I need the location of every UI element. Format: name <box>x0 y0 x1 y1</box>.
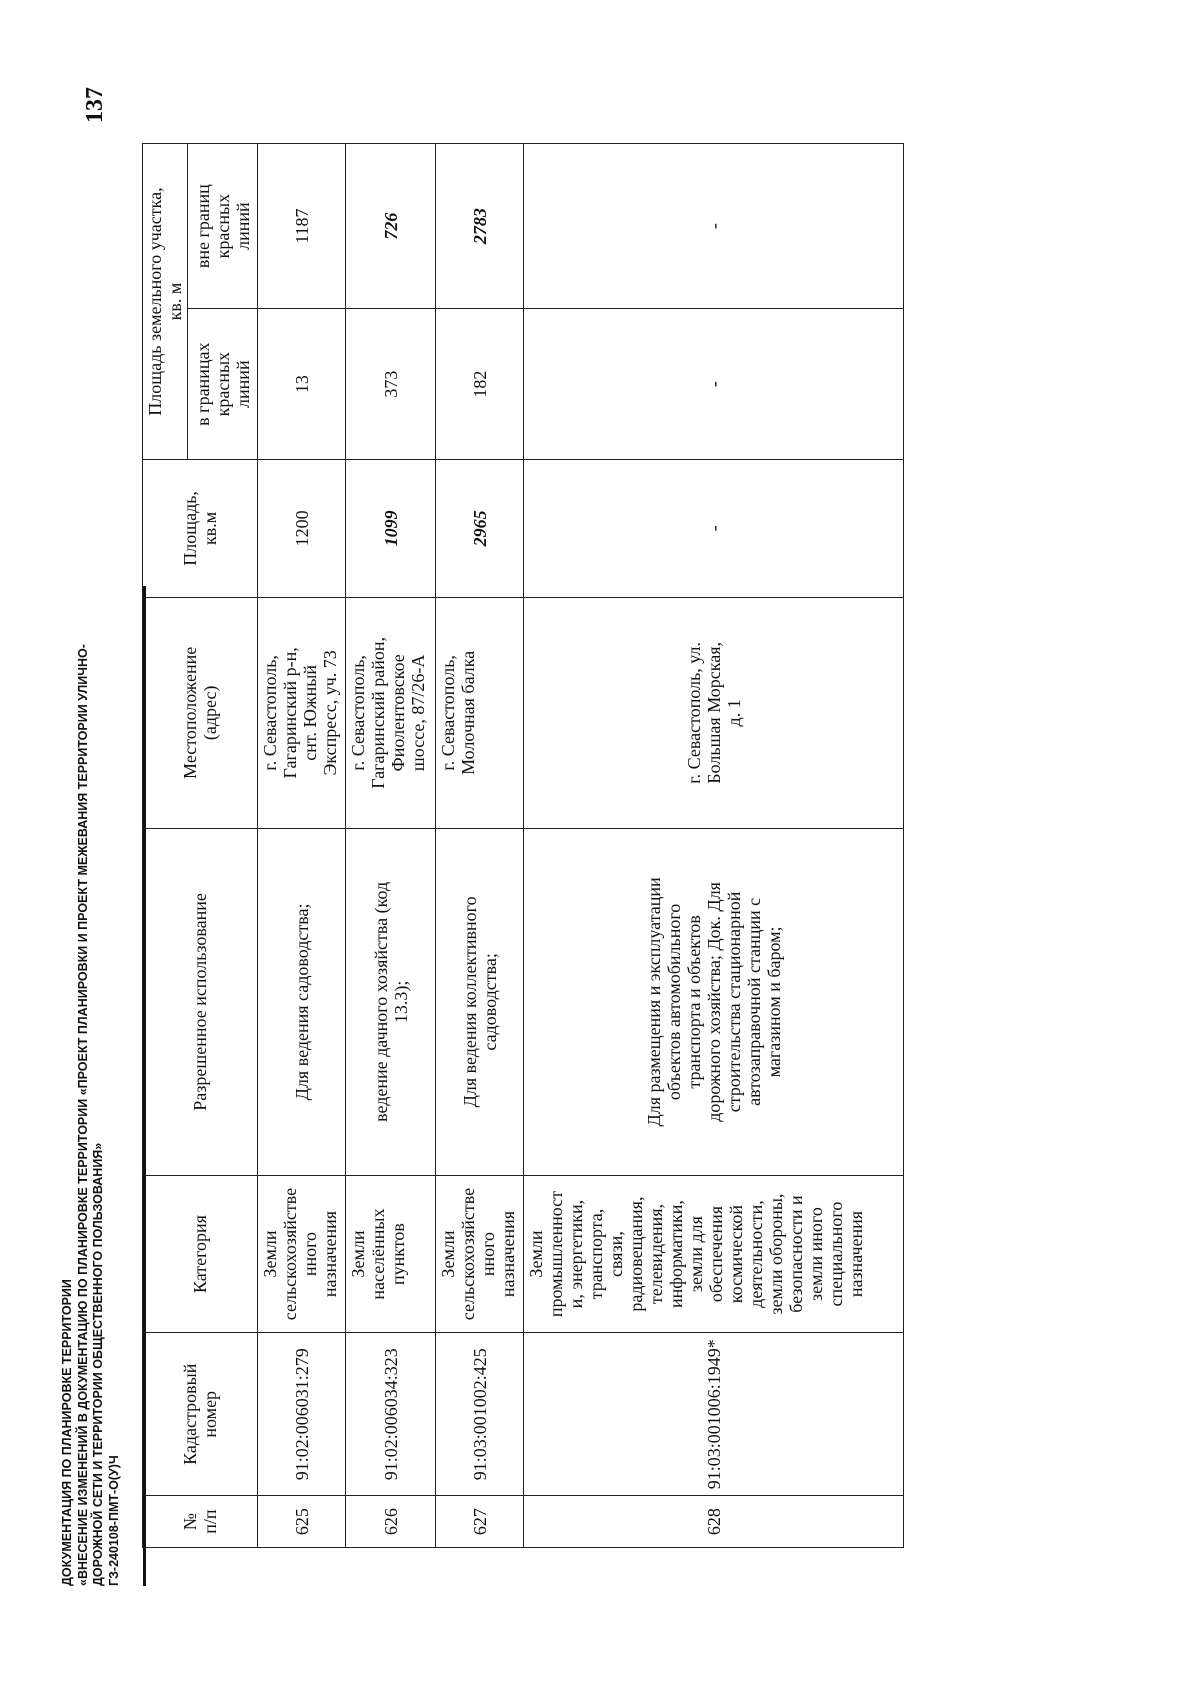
cell-inside: - <box>524 309 904 460</box>
cell-inside: 13 <box>258 309 346 460</box>
cell-location: г. Севастополь, Гагаринский р-н, снт. Южный Экспресс, уч. 73 <box>258 597 346 828</box>
land-plots-table <box>142 143 904 1548</box>
header-land-area-group: Площадь земельного участка, кв. м <box>143 144 188 460</box>
cell-location: г. Севастополь, Молочная балка <box>436 597 524 828</box>
cell-usage: Для ведения коллективного садоводства; <box>436 828 524 1175</box>
cell-outside: 2783 <box>436 144 524 309</box>
header-location: Местоположение (адрес) <box>143 597 258 828</box>
cell-num: 626 <box>346 1496 436 1548</box>
cell-outside: - <box>524 144 904 309</box>
cell-category: Земли промышленност и, энергетики, транспорта, связи, радиовещания, телевидения, информатики, земли для обеспечения космической деятельности, земли обороны, безопасности и земли иного специального назначения <box>524 1175 904 1332</box>
header-inside-red-lines: в границах красных линий <box>188 309 258 460</box>
cell-usage: Для ведения садоводства; <box>258 828 346 1175</box>
cell-outside: 726 <box>346 144 436 309</box>
cell-usage: ведение дачного хозяйства (код 13.3); <box>346 828 436 1175</box>
cell-inside: 182 <box>436 309 524 460</box>
header-outside-red-lines: вне границ красных линий <box>188 144 258 309</box>
header-category: Категория <box>143 1175 258 1332</box>
table-row <box>258 144 346 1548</box>
cell-inside: 373 <box>346 309 436 460</box>
document-header <box>60 186 122 1586</box>
cell-cadastral: 91:02:006031:279 <box>258 1333 346 1496</box>
cell-area: 1200 <box>258 460 346 598</box>
cell-usage: Для размещения и эксплуатации объектов автомобильного транспорта и объектов дорожного хозяйства; Док. Для строительства стационарной автозаправочной станции с магазином и баром; <box>524 828 904 1175</box>
cell-outside: 1187 <box>258 144 346 309</box>
cell-location: г. Севастополь, ул. Большая Морская, д. 1 <box>524 597 904 828</box>
header-area: Площадь, кв.м <box>143 460 258 598</box>
cell-location: г. Севастополь, Гагаринский район, Фиолентовское шоссе, 87/26-А <box>346 597 436 828</box>
cell-area: - <box>524 460 904 598</box>
header-line: «ВНЕСЕНИЕ ИЗМЕНЕНИЙ В ДОКУМЕНТАЦИЮ ПО ПЛАНИРОВКЕ ТЕРРИТОРИИ «ПРОЕКТ ПЛАНИРОВКИ И ПРОЕКТ МЕЖЕВАНИЯ ТЕРРИТОРИИ УЛИЧНО- <box>75 644 90 1586</box>
header-line: ДОРОЖНОЙ СЕТИ И ТЕРРИТОРИИ ОБЩЕСТВЕННОГО ПОЛЬЗОВАНИЯ» <box>91 1142 105 1586</box>
cell-num: 627 <box>436 1496 524 1548</box>
cell-cadastral: 91:03:001002:425 <box>436 1333 524 1496</box>
cell-category: Земли сельскохозяйстве нного назначения <box>436 1175 524 1332</box>
cell-area: 2965 <box>436 460 524 598</box>
header-line: ДОКУМЕНТАЦИЯ ПО ПЛАНИРОВКЕ ТЕРРИТОРИИ <box>60 1279 74 1586</box>
cell-category: Земли сельскохозяйстве нного назначения <box>258 1175 346 1332</box>
table-row <box>524 144 904 1548</box>
table-row <box>346 144 436 1548</box>
page-number: 137 <box>82 87 108 123</box>
header-line: ГЗ-240108-ПМТ-О(У)Ч <box>106 1455 121 1586</box>
table-row <box>436 144 524 1548</box>
cell-num: 628 <box>524 1496 904 1548</box>
cell-area: 1099 <box>346 460 436 598</box>
header-usage: Разрешенное использование <box>143 828 258 1175</box>
cell-category: Земли населённых пунктов <box>346 1175 436 1332</box>
header-num: № п/п <box>143 1496 258 1548</box>
cell-cadastral: 91:02:006034:323 <box>346 1333 436 1496</box>
cell-num: 625 <box>258 1496 346 1548</box>
cell-cadastral: 91:03:001006:1949* <box>524 1333 904 1496</box>
header-cadastral: Кадастровый номер <box>143 1333 258 1496</box>
